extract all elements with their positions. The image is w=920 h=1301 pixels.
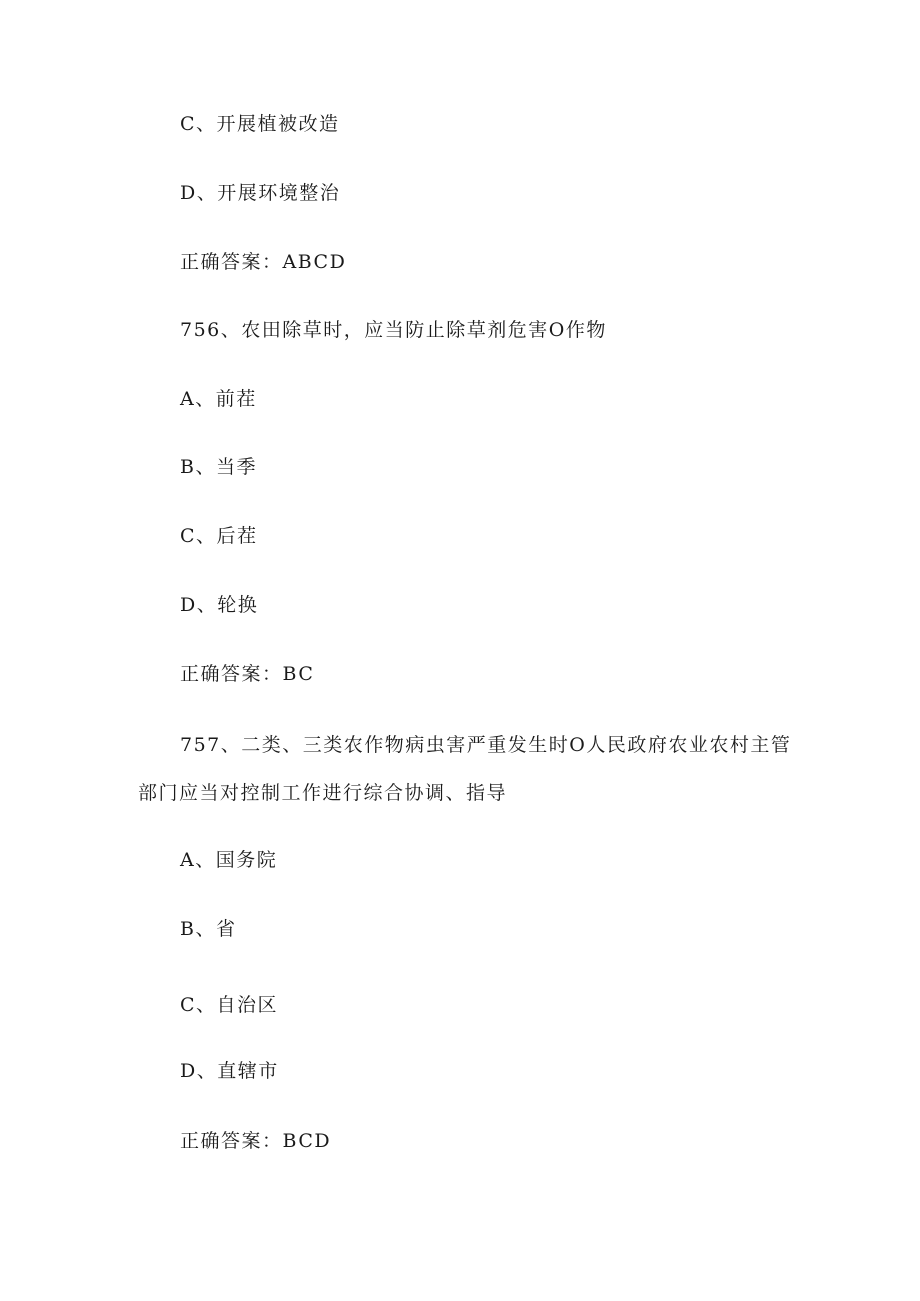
option-c: C、自治区 [180, 994, 279, 1016]
option-b: B、省 [180, 918, 237, 940]
option-d: D、开展环境整治 [180, 182, 341, 204]
question-stem: 757、二类、三类农作物病虫害严重发生时O人民政府农业农村主管 [180, 734, 792, 756]
option-d: D、直辖市 [180, 1060, 279, 1082]
option-c: C、后茬 [180, 525, 258, 547]
option-b: B、当季 [180, 456, 257, 478]
option-a: A、前茬 [180, 388, 257, 410]
option-c: C、开展植被改造 [180, 113, 340, 135]
answer-line: 正确答案：BCD [180, 1130, 332, 1152]
option-d: D、轮换 [180, 594, 259, 616]
option-a: A、国务院 [180, 849, 278, 871]
answer-line: 正确答案：BC [180, 663, 315, 685]
question-stem-continued: 部门应当对控制工作进行综合协调、指导 [138, 782, 508, 804]
answer-line: 正确答案：ABCD [180, 251, 347, 273]
question-stem: 756、农田除草时，应当防止除草剂危害O作物 [180, 319, 607, 341]
